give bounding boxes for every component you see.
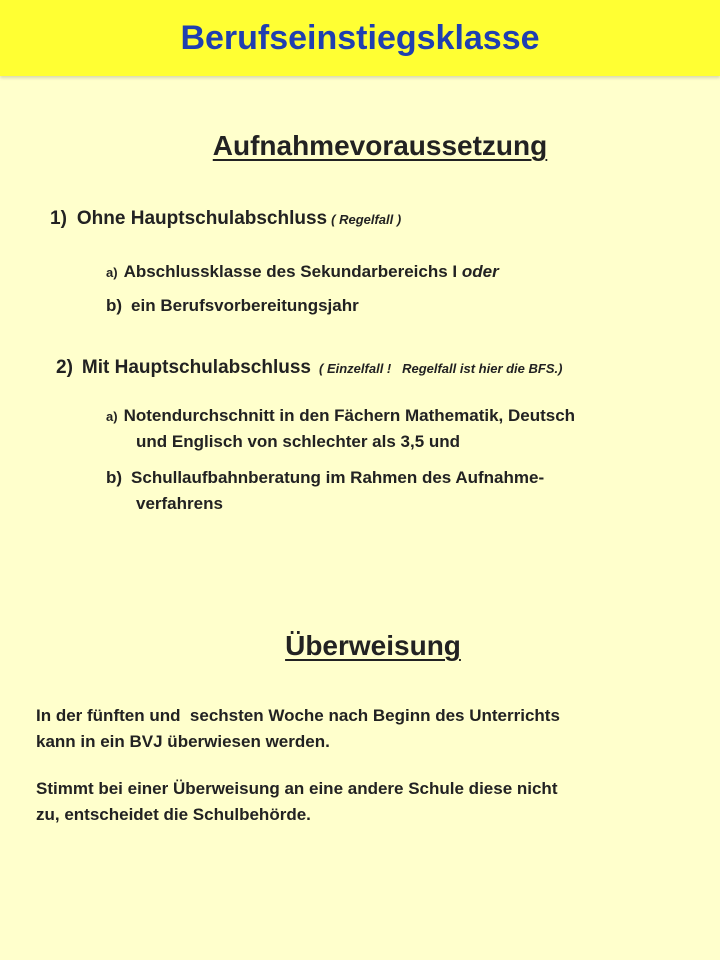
ueberweisung-heading: Überweisung: [285, 630, 461, 661]
item-2-a-letter: a): [106, 409, 118, 424]
item-2-a-line2: und Englisch von schlechter als 3,5 und: [136, 432, 461, 451]
item-2-b-line1: Schullaufbahnberatung im Rahmen des Aufnahme-: [131, 468, 545, 487]
item-2-note: ( Einzelfall ! Regelfall ist hier die BFS.): [319, 361, 563, 376]
item-1: [50, 208, 401, 230]
item-1-b-text: ein Berufsvorbereitungsjahr: [131, 296, 359, 315]
paragraph-1-line-2: kann in ein BVJ überwiesen werden.: [36, 732, 330, 751]
slide-title: Berufseinstiegsklasse: [180, 19, 540, 57]
item-1-text: Ohne Hauptschulabschluss: [76, 208, 328, 229]
ueberweisung-paragraph-2: [36, 776, 716, 828]
item-1-a-text: Abschlussklasse des Sekundarbereichs I: [123, 262, 458, 281]
item-2-a-line1: Notendurchschnitt in den Fächern Mathematik, Deutsch: [123, 406, 576, 425]
item-1-note: ( Regelfall ): [331, 212, 402, 227]
item-2-b: [106, 468, 544, 488]
item-2-b-line2: verfahrens: [136, 494, 223, 513]
item-2-b-letter: b): [106, 468, 123, 487]
aufnahme-heading: Aufnahmevoraussetzung: [212, 130, 548, 161]
paragraph-2-line-2: zu, entscheidet die Schulbehörde.: [36, 805, 311, 824]
item-1-b: [106, 296, 359, 316]
paragraph-1-line-1: In der fünften und sechsten Woche nach Beginn des Unterrichts: [36, 706, 560, 725]
ueberweisung-paragraph-1: [36, 703, 716, 755]
item-1-a-oder: oder: [461, 262, 499, 281]
item-2-a: [106, 406, 575, 426]
item-2-text: Mit Hauptschulabschluss: [81, 357, 312, 378]
item-1-number: 1): [50, 208, 67, 229]
item-1-b-letter: b): [106, 296, 123, 315]
item-2-number: 2): [56, 357, 73, 378]
item-1-a-letter: a): [106, 265, 118, 280]
item-2: [56, 357, 562, 379]
item-1-a: [106, 262, 499, 282]
paragraph-2-line-1: Stimmt bei einer Überweisung an eine andere Schule diese nicht: [36, 779, 558, 798]
